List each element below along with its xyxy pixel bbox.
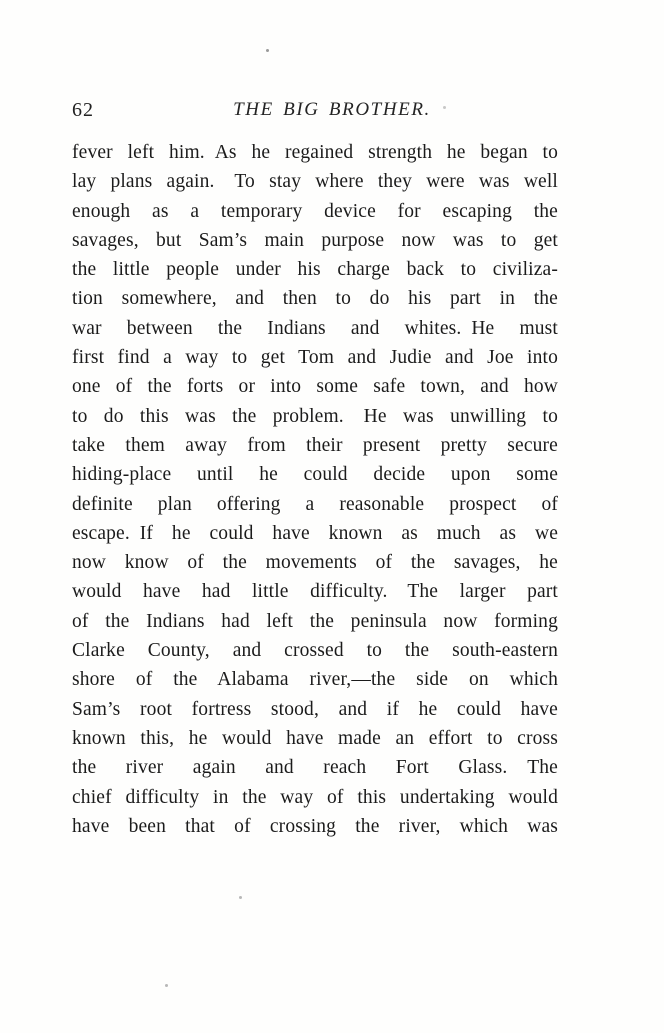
text-line: enough as a temporary device for escaping the — [72, 200, 558, 222]
text-line: shore of the Alabama river,—the side on which — [72, 669, 558, 691]
text-line: fever left him. As he regained strength he began to — [72, 142, 558, 163]
text-line: the little people under his charge back to civiliza- — [72, 259, 558, 281]
text-line: savages, but Sam’s main purpose now was to get — [72, 229, 558, 251]
running-title: THE BIG BROTHER. — [233, 99, 431, 120]
text-line: the river again and reach Fort Glass. The — [72, 757, 558, 779]
text-line: Clarke County, and crossed to the south-eastern — [72, 640, 558, 662]
text-line: Sam’s root fortress stood, and if he could have — [72, 698, 558, 720]
text-line: known this, he would have made an effort to cross — [72, 727, 558, 749]
text-line: escape. If he could have known as much as we — [72, 522, 558, 544]
text-line: tion somewhere, and then to do his part in the — [72, 288, 558, 310]
text-line: to do this was the problem. He was unwilling to — [72, 405, 558, 427]
page-header — [0, 99, 664, 123]
text-line: would have had little difficulty. The larger part — [72, 581, 558, 603]
text-line: have been that of crossing the river, which was — [72, 815, 558, 837]
body-text — [72, 138, 558, 841]
text-line: of the Indians had left the peninsula now forming — [72, 610, 558, 632]
page-number: 62 — [72, 99, 94, 121]
text-line: first find a way to get Tom and Judie and Joe into — [72, 347, 558, 369]
text-line: chief difficulty in the way of this undertaking would — [72, 786, 558, 808]
scan-speck — [165, 984, 168, 987]
scan-speck — [443, 106, 446, 109]
text-line: now know of the movements of the savages, he — [72, 552, 558, 574]
text-line: definite plan offering a reasonable prospect of — [72, 493, 558, 515]
scan-speck — [266, 49, 269, 52]
text-line: lay plans again. To stay where they were was well — [72, 171, 558, 193]
text-line: hiding-place until he could decide upon some — [72, 464, 558, 486]
text-line: take them away from their present pretty secure — [72, 434, 558, 456]
text-line: one of the forts or into some safe town, and how — [72, 376, 558, 398]
text-line: war between the Indians and whites. He must — [72, 317, 558, 339]
scan-speck — [239, 896, 242, 899]
